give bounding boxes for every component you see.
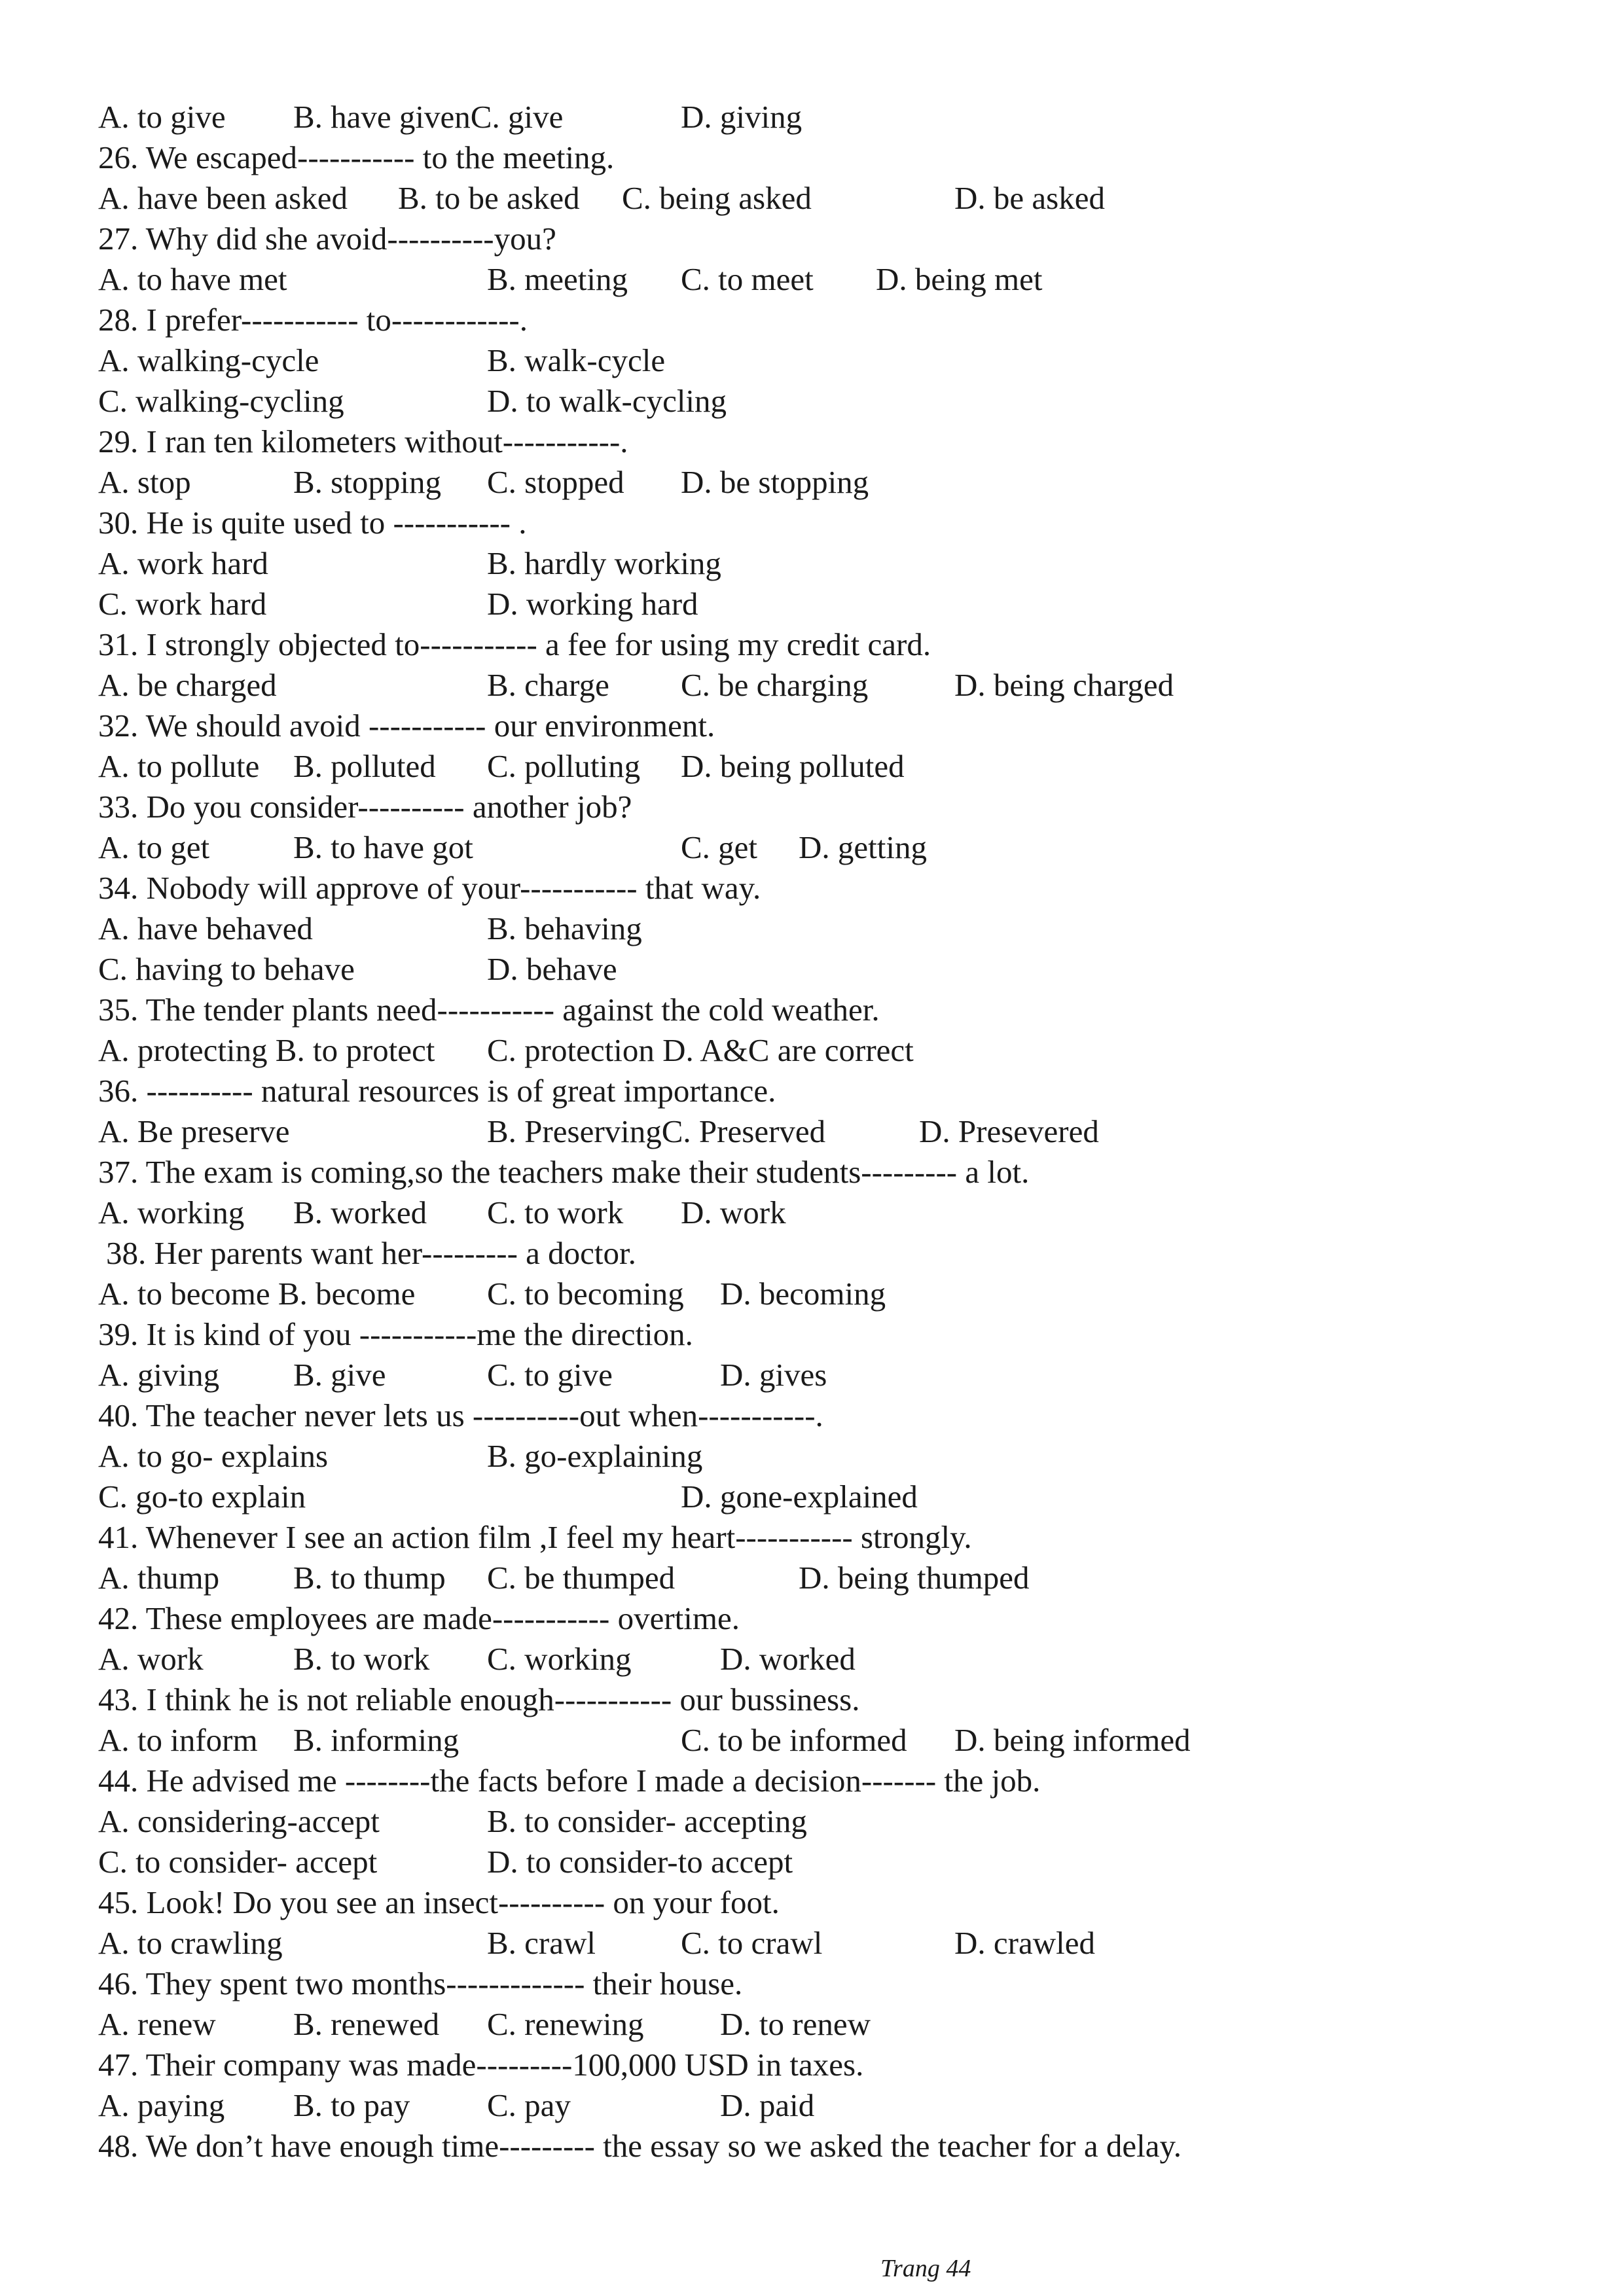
answer-option: C. to work — [487, 1194, 624, 1230]
answer-option: A. to give — [98, 99, 226, 135]
question-text: 37. The exam is coming,so the teachers make their students--------- a lot. — [98, 1154, 1030, 1190]
answer-option: A. stop — [98, 464, 191, 500]
answer-option: C. to becoming — [487, 1276, 684, 1312]
answer-option: C. to give — [487, 1357, 613, 1393]
answer-option: C. be thumped — [487, 1560, 676, 1596]
answer-option: A. to go- explains — [98, 1438, 329, 1474]
answer-option: B. to pay — [293, 2087, 410, 2123]
answer-option: A. to pollute — [98, 748, 260, 784]
question-line — [0, 706, 1624, 746]
question-line — [0, 1233, 1624, 1274]
answer-options-line — [0, 1842, 1624, 1882]
question-text: 28. I prefer----------- to------------. — [98, 302, 528, 338]
answer-option: B. PreservingC. Preserved — [487, 1113, 826, 1149]
answer-option: A. to become B. become — [98, 1276, 416, 1312]
answer-options-line — [0, 1558, 1624, 1598]
answer-options-line — [0, 746, 1624, 787]
answer-options-line — [0, 543, 1624, 584]
question-text: 32. We should avoid ----------- our environment. — [98, 708, 715, 744]
question-text: 40. The teacher never lets us ----------out when-----------. — [98, 1397, 823, 1433]
answer-options-line — [0, 178, 1624, 219]
question-text: 33. Do you consider---------- another job? — [98, 789, 632, 825]
answer-option: A. have been asked — [98, 180, 348, 216]
answer-options-line — [0, 1639, 1624, 1679]
question-line — [0, 422, 1624, 462]
question-line — [0, 787, 1624, 827]
question-line — [0, 624, 1624, 665]
question-line — [0, 1964, 1624, 2004]
answer-option: D. to walk-cycling — [487, 383, 727, 419]
answer-options-line — [0, 949, 1624, 990]
answer-option: B. give — [293, 1357, 386, 1393]
question-line — [0, 503, 1624, 543]
answer-option: B. charge — [487, 667, 609, 703]
answer-option: D. be stopping — [681, 464, 869, 500]
answer-options-line — [0, 1477, 1624, 1517]
answer-option: B. stopping — [293, 464, 441, 500]
question-line — [0, 219, 1624, 259]
answer-option: C. stopped — [487, 464, 624, 500]
answer-options-line — [0, 1720, 1624, 1761]
answer-option: A. to get — [98, 829, 210, 865]
answer-options-line — [0, 1274, 1624, 1314]
answer-option: D. to renew — [720, 2006, 871, 2042]
answer-options-line — [0, 1436, 1624, 1477]
answer-option: B. have givenC. give — [293, 99, 564, 135]
answer-option: A. protecting B. to protect — [98, 1032, 435, 1068]
answer-options-line — [0, 908, 1624, 949]
answer-option: A. be charged — [98, 667, 277, 703]
answer-options-line — [0, 827, 1624, 868]
answer-option: B. to have got — [293, 829, 473, 865]
answer-options-line — [0, 1355, 1624, 1395]
answer-option: C. polluting — [487, 748, 641, 784]
answer-options-line — [0, 259, 1624, 300]
answer-option: C. to consider- accept — [98, 1844, 378, 1880]
answer-option: A. to crawling — [98, 1925, 283, 1961]
answer-option: D. working hard — [487, 586, 698, 622]
answer-option: C. go-to explain — [98, 1479, 306, 1515]
answer-option: C. pay — [487, 2087, 571, 2123]
answer-option: D. being polluted — [681, 748, 905, 784]
answer-option: C. to meet — [681, 261, 814, 297]
question-text: 30. He is quite used to ----------- . — [98, 505, 527, 541]
question-text: 26. We escaped----------- to the meeting. — [98, 139, 615, 175]
answer-option: B. walk-cycle — [487, 342, 666, 378]
question-text: 31. I strongly objected to----------- a fee for using my credit card. — [98, 626, 931, 662]
answer-options-line — [0, 1111, 1624, 1152]
answer-options-line — [0, 1030, 1624, 1071]
question-text: 29. I ran ten kilometers without-----------. — [98, 423, 628, 459]
answer-option: D. gives — [720, 1357, 827, 1393]
question-line — [0, 990, 1624, 1030]
question-line — [0, 1071, 1624, 1111]
answer-options-line — [0, 2004, 1624, 2045]
answer-option: A. considering-accept — [98, 1803, 380, 1839]
question-line — [0, 1598, 1624, 1639]
answer-option: B. polluted — [293, 748, 436, 784]
question-text: 36. ---------- natural resources is of great importance. — [98, 1073, 776, 1109]
answer-option: B. worked — [293, 1194, 427, 1230]
answer-option: D. crawled — [954, 1925, 1095, 1961]
answer-option: B. to be asked — [398, 180, 580, 216]
answer-option: A. renew — [98, 2006, 216, 2042]
question-text: 45. Look! Do you see an insect---------- on your foot. — [98, 1884, 780, 1920]
question-line — [0, 2045, 1624, 2085]
question-line — [0, 2126, 1624, 2166]
answer-option: C. being asked — [622, 180, 812, 216]
answer-option: D. giving — [681, 99, 803, 135]
answer-option: D. being thumped — [799, 1560, 1030, 1596]
answer-option: B. renewed — [293, 2006, 440, 2042]
answer-option: A. thump — [98, 1560, 220, 1596]
answer-option: A. walking-cycle — [98, 342, 319, 378]
answer-option: A. paying — [98, 2087, 225, 2123]
answer-option: C. be charging — [681, 667, 869, 703]
question-text: 27. Why did she avoid----------you? — [98, 221, 556, 257]
question-text: 48. We don’t have enough time--------- the essay so we asked the teacher for a delay. — [98, 2128, 1182, 2164]
answer-options-line — [0, 1923, 1624, 1964]
answer-option: D. behave — [487, 951, 617, 987]
answer-option: D. to consider-to accept — [487, 1844, 793, 1880]
question-text: 39. It is kind of you -----------me the direction. — [98, 1316, 693, 1352]
answer-options-line — [0, 97, 1624, 137]
answer-option: B. meeting — [487, 261, 628, 297]
answer-option: B. behaving — [487, 910, 642, 946]
answer-option: D. being met — [876, 261, 1043, 297]
question-line — [0, 300, 1624, 340]
answer-option: C. work hard — [98, 586, 267, 622]
question-line — [0, 868, 1624, 908]
answer-option: B. hardly working — [487, 545, 721, 581]
question-text: 44. He advised me --------the facts before I made a decision------- the job. — [98, 1763, 1041, 1799]
question-text: 38. Her parents want her--------- a doctor. — [106, 1235, 636, 1271]
answer-option: B. to work — [293, 1641, 430, 1677]
answer-option: D. Presevered — [919, 1113, 1099, 1149]
answer-options-line — [0, 462, 1624, 503]
answer-option: B. go-explaining — [487, 1438, 703, 1474]
answer-option: B. crawl — [487, 1925, 596, 1961]
question-line — [0, 1395, 1624, 1436]
question-line — [0, 1679, 1624, 1720]
answer-option: C. to crawl — [681, 1925, 823, 1961]
answer-option: D. becoming — [720, 1276, 886, 1312]
question-line — [0, 137, 1624, 178]
answer-options-line — [0, 2085, 1624, 2126]
answer-option: B. to consider- accepting — [487, 1803, 807, 1839]
answer-option: D. gone-explained — [681, 1479, 918, 1515]
question-line — [0, 1517, 1624, 1558]
answer-option: A. work — [98, 1641, 204, 1677]
answer-option: C. protection D. A&C are correct — [487, 1032, 914, 1068]
answer-option: D. be asked — [954, 180, 1105, 216]
answer-option: A. work hard — [98, 545, 268, 581]
answer-option: A. working — [98, 1194, 245, 1230]
question-line — [0, 1314, 1624, 1355]
answer-option: D. worked — [720, 1641, 856, 1677]
answer-option: A. to have met — [98, 261, 287, 297]
question-text: 46. They spent two months------------- their house. — [98, 1965, 743, 2001]
answer-option: C. get — [681, 829, 758, 865]
answer-options-line — [0, 665, 1624, 706]
answer-option: C. to be informed — [681, 1722, 907, 1758]
answer-option: D. being charged — [954, 667, 1174, 703]
answer-option: A. to inform — [98, 1722, 258, 1758]
answer-option: C. renewing — [487, 2006, 644, 2042]
question-line — [0, 1761, 1624, 1801]
answer-option: C. working — [487, 1641, 632, 1677]
question-text: 42. These employees are made----------- overtime. — [98, 1600, 740, 1636]
answer-option: A. giving — [98, 1357, 220, 1393]
answer-option: A. have behaved — [98, 910, 313, 946]
answer-option: C. having to behave — [98, 951, 355, 987]
answer-option: B. informing — [293, 1722, 460, 1758]
question-text: 34. Nobody will approve of your----------- that way. — [98, 870, 761, 906]
question-text: 35. The tender plants need----------- against the cold weather. — [98, 992, 880, 1028]
answer-option: A. Be preserve — [98, 1113, 290, 1149]
question-line — [0, 1882, 1624, 1923]
question-text: 43. I think he is not reliable enough----------- our bussiness. — [98, 1681, 860, 1717]
answer-options-line — [0, 1801, 1624, 1842]
question-line — [0, 1152, 1624, 1193]
question-text: 47. Their company was made---------100,000 USD in taxes. — [98, 2047, 864, 2083]
question-text: 41. Whenever I see an action film ,I feel my heart----------- strongly. — [98, 1519, 972, 1555]
answer-option: D. being informed — [954, 1722, 1191, 1758]
answer-options-line — [0, 340, 1624, 381]
answer-option: B. to thump — [293, 1560, 446, 1596]
answer-option: D. getting — [799, 829, 927, 865]
page-footer: Trang 44 — [880, 2255, 971, 2282]
answer-option: C. walking-cycling — [98, 383, 344, 419]
answer-options-line — [0, 381, 1624, 422]
answer-options-line — [0, 1193, 1624, 1233]
answer-option: D. work — [681, 1194, 786, 1230]
answer-options-line — [0, 584, 1624, 624]
answer-option: D. paid — [720, 2087, 815, 2123]
